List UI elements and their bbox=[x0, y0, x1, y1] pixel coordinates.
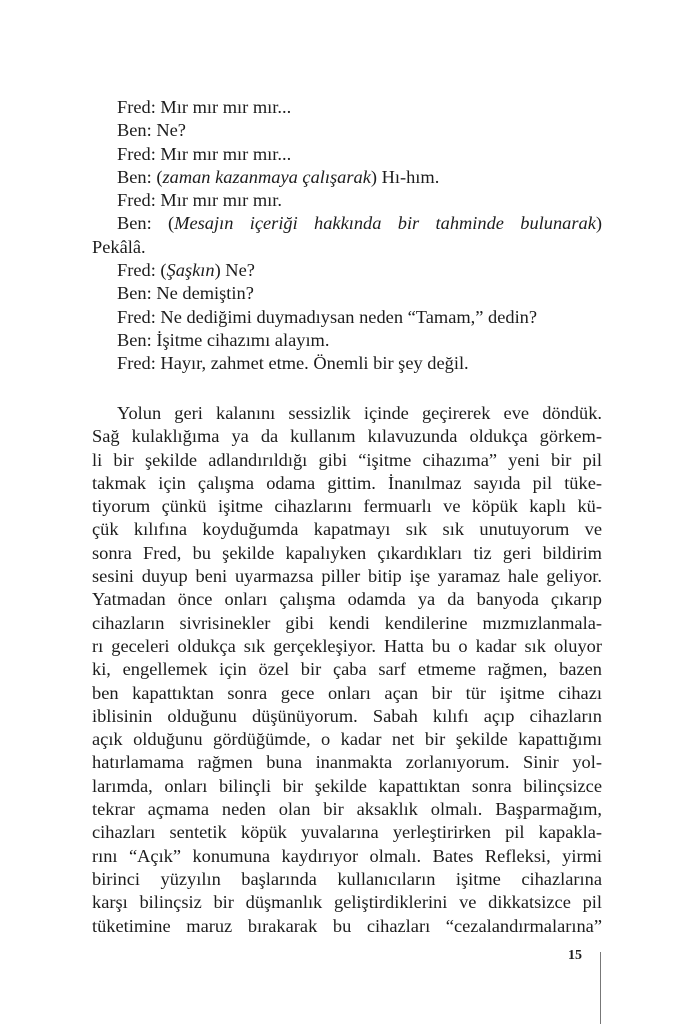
dialogue-line: Ben: İşitme cihazımı alayım. bbox=[117, 329, 330, 350]
dialogue-line bbox=[92, 212, 602, 235]
dialogue-line: Fred: Ne dediğimi duymadıysan neden “Tamam,” dedin? bbox=[117, 306, 538, 327]
stage-direction: zaman kazanmaya çalışarak bbox=[162, 166, 371, 187]
dialogue-block bbox=[92, 96, 602, 376]
paragraph-line: çük kılıfına koyduğumda kapatmayı sık sık unutuyorum ve bbox=[92, 519, 602, 540]
paragraph-line: birinci yüzyılın başlarında kullanıcıların işitme cihazlarına bbox=[92, 868, 602, 889]
paragraph-line: li bir şekilde adlandırıldığı gibi “işitme cihazıma” yeni bir pil bbox=[92, 449, 602, 470]
paragraph-line: açık olduğunu gördüğümde, o kadar net bir şekilde kapattığımı bbox=[92, 729, 602, 750]
dialogue-text: ) Hı-hım. bbox=[370, 166, 440, 187]
paragraph-line: larımda, onları bilinçli bir şekilde kapattıktan sonra bilinçsizce bbox=[92, 775, 602, 796]
dialogue-line: Pekâlâ. bbox=[92, 236, 146, 257]
body-paragraph bbox=[92, 402, 602, 938]
paragraph-line: Sağ kulaklığıma ya da kullanım kılavuzunda oldukça görkem- bbox=[92, 426, 602, 447]
page-number: 15 bbox=[568, 948, 582, 963]
paragraph-line: karşı bilinçsiz bir düşmanlık geliştirdiklerini ve dikkatsizce pil bbox=[92, 892, 602, 913]
paragraph-line: iblisinin olduğunu düşünüyorum. Sabah kılıfı açıp cihazların bbox=[92, 705, 602, 726]
paragraph-line: sesini duyup beni uyarmazsa piller bitip işe yaramaz hale geliyor. bbox=[92, 566, 602, 587]
paragraph-line: cihazları sentetik köpük yuvalarına yerleştirirken pil kapakla- bbox=[92, 822, 602, 843]
dialogue-line: Fred: Mır mır mır mır... bbox=[117, 97, 292, 117]
paragraph-line: cihazların sivrisinekler gibi kendi kendilerine mızmızlanmala- bbox=[92, 612, 602, 633]
paragraph-line: ben kapattıktan sonra gece onları açan bir tür işitme cihazı bbox=[92, 682, 602, 703]
dialogue-text: ) Ne? bbox=[214, 260, 255, 281]
paragraph-line: tekrar açmama neden olan bir aksaklık olmalı. Başparmağım, bbox=[92, 799, 602, 820]
paragraph-line: takmak için çalışma odama gittim. İnanılmaz sayıda pil tüke- bbox=[92, 472, 602, 493]
paragraph-line: Yolun geri kalanını sessizlik içinde geçirerek eve döndük. bbox=[117, 403, 602, 423]
stage-direction: Mesajın içeriği hakkında bir tahminde bulunarak bbox=[174, 213, 596, 234]
dialogue-line bbox=[92, 166, 602, 189]
dialogue-line: Fred: Mır mır mır mır. bbox=[117, 190, 282, 211]
dialogue-line bbox=[92, 259, 602, 282]
margin-rule bbox=[600, 952, 601, 1024]
paragraph-line: rını “Açık” konumuna kaydırıyor olmalı. Bates Refleksi, yirmi bbox=[92, 845, 602, 866]
dialogue-speaker: Ben: ( bbox=[117, 166, 163, 187]
paragraph-line: hatırlamama rağmen buna inanmakta zorlanıyorum. Sinir yol- bbox=[92, 752, 602, 773]
dialogue-speaker: Ben: ( bbox=[117, 213, 175, 234]
dialogue-speaker: Fred: ( bbox=[117, 260, 167, 281]
dialogue-line: Ben: Ne? bbox=[117, 120, 186, 141]
dialogue-text: ) bbox=[595, 213, 602, 234]
stage-direction: Şaşkın bbox=[166, 260, 215, 281]
dialogue-line: Fred: Mır mır mır mır... bbox=[117, 143, 292, 164]
paragraph-line: tiyorum çünkü işitme cihazlarını fermuarlı ve köpük kaplı kü- bbox=[92, 496, 602, 517]
paragraph-line: Yatmadan önce onları çalışma odamda ya da banyoda çıkarıp bbox=[92, 589, 602, 610]
dialogue-line: Fred: Hayır, zahmet etme. Önemli bir şey değil. bbox=[117, 353, 469, 374]
paragraph-line: sonra Fred, bu şekilde kapalıyken çıkardıkları tiz geri bildirim bbox=[92, 542, 602, 563]
paragraph-line: ki, engellemek için özel bir çaba sarf etmeme rağmen, bazen bbox=[92, 659, 602, 680]
dialogue-line: Ben: Ne demiştin? bbox=[117, 283, 254, 304]
paragraph-line: tüketimine maruz bırakarak bu cihazları “cezalandırmalarına” bbox=[92, 915, 602, 936]
paragraph-line: rı geceleri oldukça sık gerçekleşiyor. Hatta bu o kadar sık oluyor bbox=[92, 635, 602, 656]
